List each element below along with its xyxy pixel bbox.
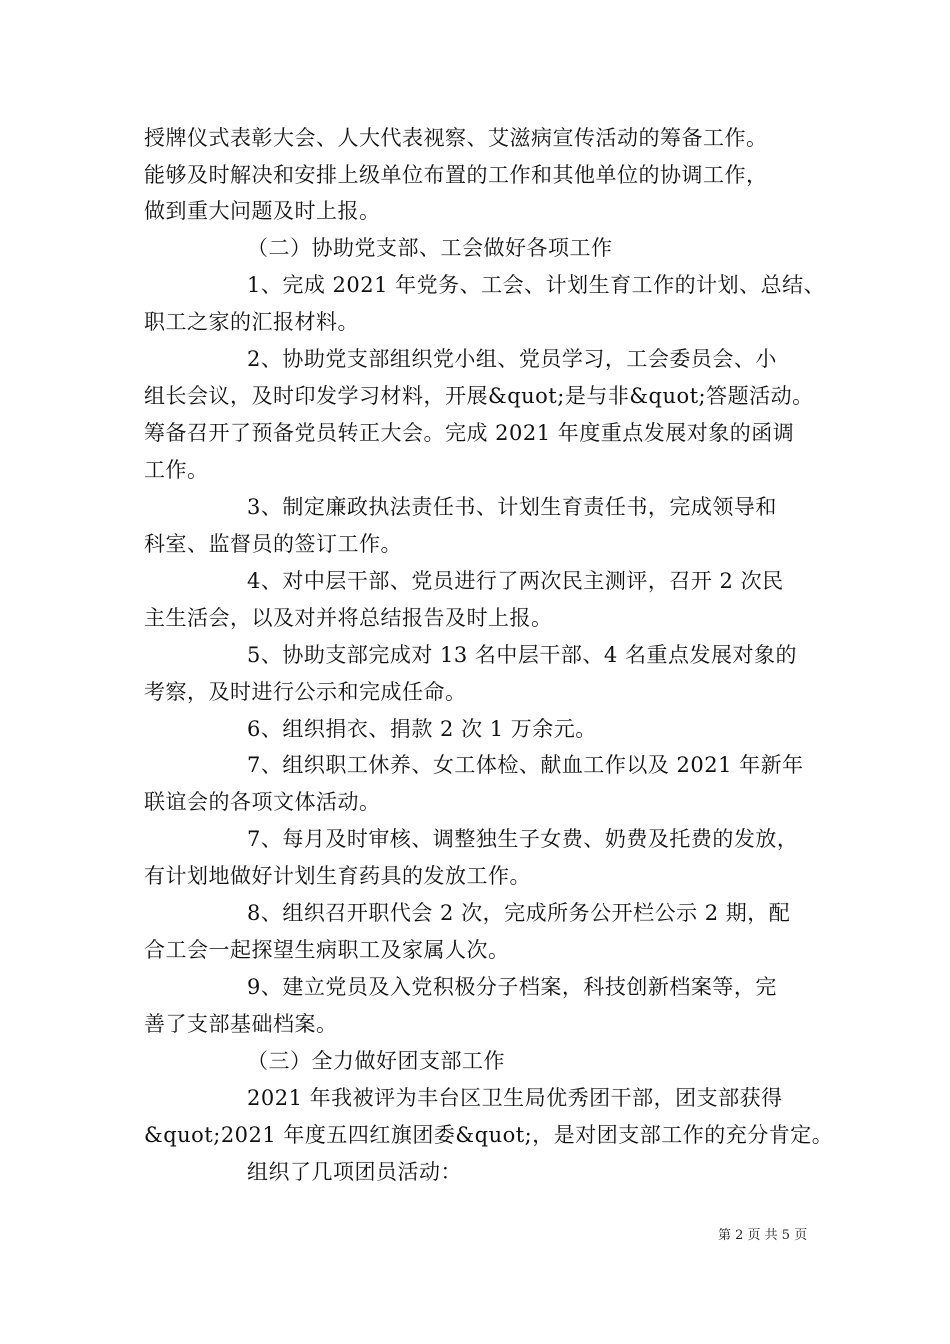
list-item-text: 职工之家的汇报材料。 (144, 310, 359, 334)
list-item-text: 工作。 (144, 458, 209, 482)
list-item-text: 有计划地做好计划生育药具的发放工作。 (144, 864, 531, 888)
list-item-text: 2、协助党支部组织党小组、党员学习，工会委员会、小 (247, 347, 777, 371)
list-item-text: 联谊会的各项文体活动。 (144, 790, 381, 814)
list-item-text: 主生活会，以及对并将总结报告及时上报。 (144, 606, 553, 630)
body-text-line: 组织了几项团员活动： (247, 1160, 462, 1184)
list-item-text: 筹备召开了预备党员转正大会。完成 2021 年度重点发展对象的函调 (144, 421, 795, 445)
body-text-line: 2021 年我被评为丰台区卫生局优秀团干部，团支部获得 (247, 1086, 783, 1110)
page-number-footer: 第 2 页 共 5 页 (718, 1228, 808, 1243)
list-item-text: 3、制定廉政执法责任书、计划生育责任书，完成领导和 (247, 495, 777, 519)
list-item-text: 6、组织捐衣、捐款 2 次 1 万余元。 (247, 717, 597, 741)
list-item-text: 组长会议，及时印发学习材料，开展&quot;是与非&quot;答题活动。 (144, 384, 814, 408)
body-text-line: 授牌仪式表彰大会、人大代表视察、艾滋病宣传活动的筹备工作。 (144, 126, 768, 150)
list-item-text: 7、每月及时审核、调整独生子女费、奶费及托费的发放， (247, 827, 799, 851)
list-item-text: 考察，及时进行公示和完成任命。 (144, 680, 467, 704)
section-heading: （二）协助党支部、工会做好各项工作 (247, 236, 613, 260)
list-item-text: 4、对中层干部、党员进行了两次民主测评，召开 2 次民 (247, 569, 784, 593)
list-item-text: 5、协助支部完成对 13 名中层干部、4 名重点发展对象的 (247, 643, 797, 667)
list-item-text: 善了支部基础档案。 (144, 1012, 338, 1036)
list-item-text: 9、建立党员及入党积极分子档案，科技创新档案等，完 (247, 975, 777, 999)
list-item-text: 合工会一起探望生病职工及家属人次。 (144, 938, 510, 962)
list-item-text: 7、组织职工休养、女工体检、献血工作以及 2021 年新年 (247, 753, 804, 777)
section-heading: （三）全力做好团支部工作 (247, 1049, 505, 1073)
body-text-line: 做到重大问题及时上报。 (144, 199, 381, 223)
body-text-line: &quot;2021 年度五四红旗团委&quot;，是对团支部工作的充分肯定。 (144, 1123, 834, 1147)
list-item-text: 8、组织召开职代会 2 次，完成所务公开栏公示 2 期，配 (247, 901, 791, 925)
list-item-text: 科室、监督员的签订工作。 (144, 532, 402, 556)
list-item-text: 1、完成 2021 年党务、工会、计划生育工作的计划、总结、 (247, 273, 826, 297)
body-text-line: 能够及时解决和安排上级单位布置的工作和其他单位的协调工作， (144, 163, 768, 187)
